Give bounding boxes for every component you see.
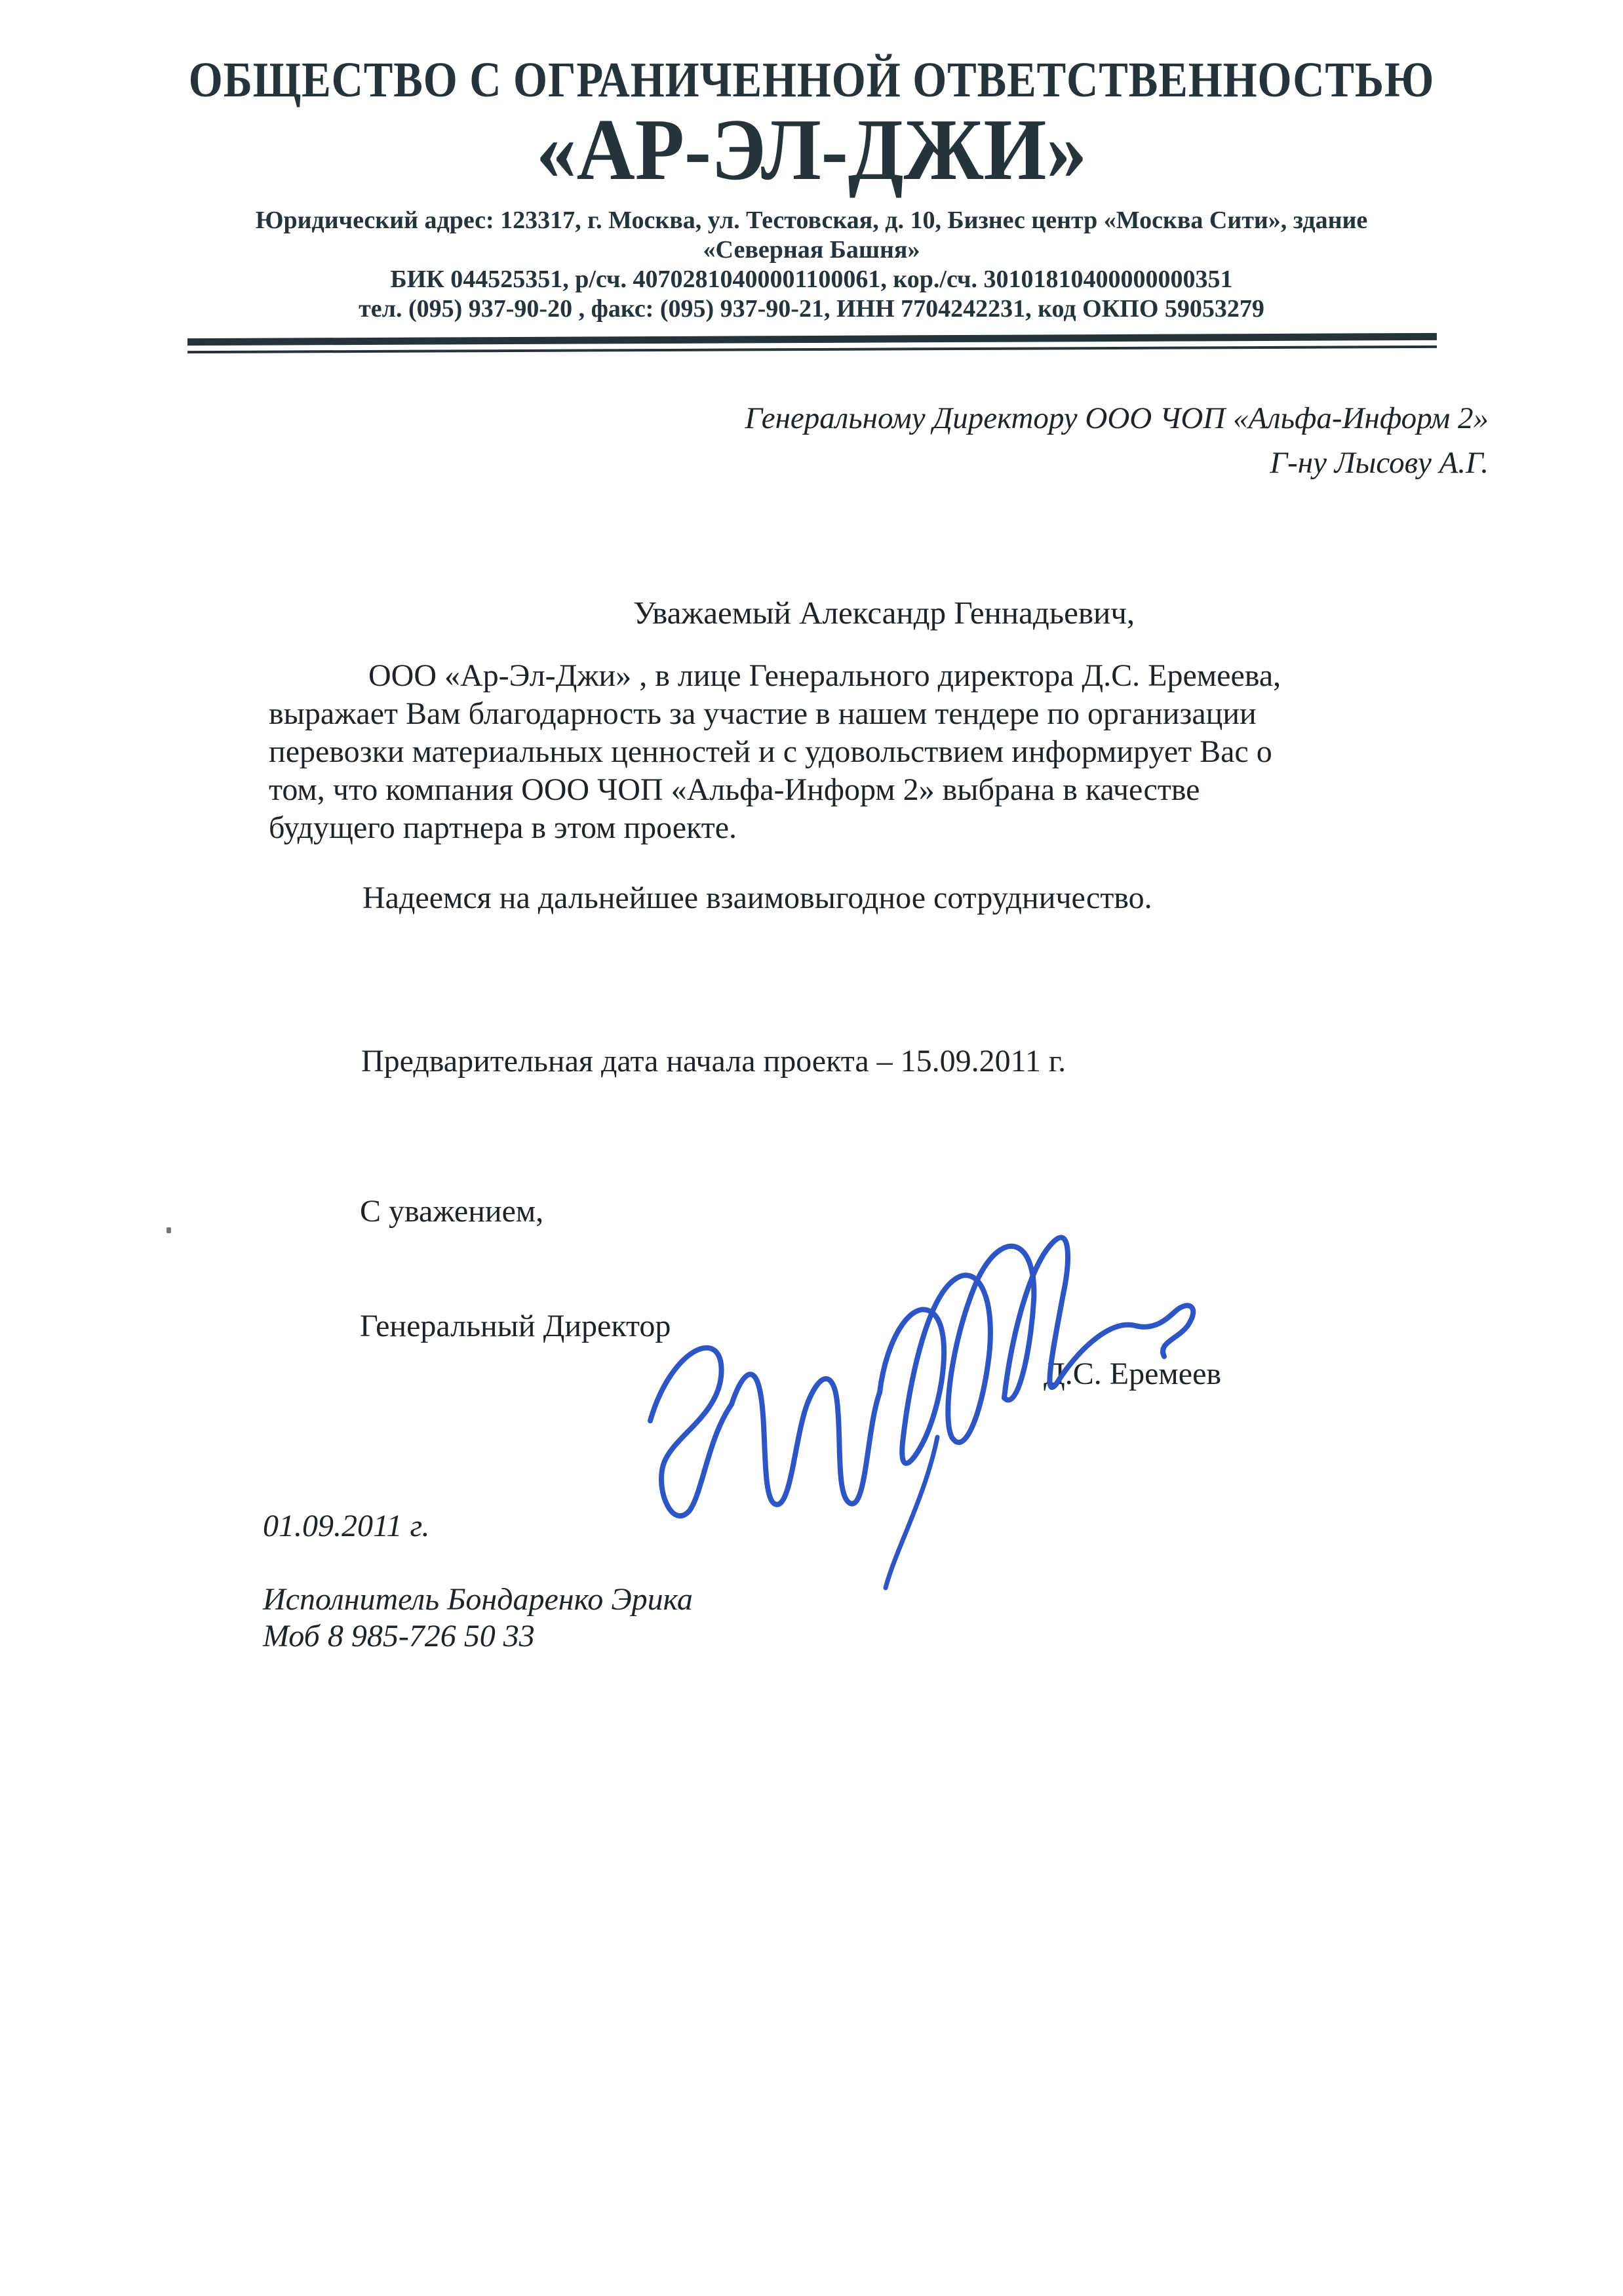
body-paragraph-2: Надеемся на дальнейшее взаимовыгодное сотрудничество. — [362, 881, 1152, 915]
executor-line: Исполнитель Бондаренко Эрика — [263, 1582, 693, 1617]
handwritten-signature-ink — [610, 1221, 1239, 1601]
building-name-line: «Северная Башня» — [703, 236, 920, 264]
paragraph-line: том, что компания ООО ЧОП «Альфа-Информ 2» выбрана в качестве — [269, 772, 1200, 807]
addressee-person: Г-ну Лысову А.Г. — [1270, 446, 1489, 480]
executor-phone: Моб 8 985-726 50 33 — [263, 1619, 535, 1653]
letterhead-divider — [187, 333, 1437, 358]
paragraph-line: перевозки материальных ценностей и с удовольствием информирует Вас о — [269, 734, 1272, 769]
scan-speck — [166, 1227, 171, 1233]
paragraph-line: будущего партнера в этом проекте. — [269, 810, 737, 845]
paragraph-line: ООО «Ар-Эл-Джи» , в лице Генерального директора Д.С. Еремеева, — [368, 658, 1281, 693]
divider-thick-line — [187, 333, 1437, 346]
letter-date: 01.09.2011 г. — [263, 1509, 430, 1543]
letterhead-details — [0, 206, 1623, 324]
org-name-heading: «АР-ЭЛ-ДЖИ» — [536, 101, 1087, 198]
body-paragraph-3: Предварительная дата начала проекта – 15.09.2011 г. — [361, 1044, 1066, 1079]
signer-name: Д.С. Еремеев — [1044, 1356, 1222, 1391]
org-type-heading: ОБЩЕСТВО С ОГРАНИЧЕННОЙ ОТВЕТСТВЕННОСТЬЮ — [188, 52, 1435, 108]
contact-details-line: тел. (095) 937-90-20 , факс: (095) 937-90-21, ИНН 7704242231, код ОКПО 59053279 — [359, 295, 1264, 323]
legal-address-line: Юридический адрес: 123317, г. Москва, ул. Тестовская, д. 10, Бизнес центр «Москва Сити», здание — [255, 207, 1368, 234]
bank-details-line: БИК 044525351, р/сч. 40702810400001100061, кор./сч. 30101810400000000351 — [390, 266, 1233, 293]
body-paragraph-1 — [269, 657, 1281, 847]
addressee-block — [745, 396, 1489, 485]
addressee-position: Генеральному Директору ООО ЧОП «Альфа-Информ 2» — [745, 401, 1489, 435]
paragraph-line: выражает Вам благодарность за участие в нашем тендере по организации — [269, 696, 1257, 731]
divider-thin-line — [187, 346, 1437, 353]
signer-title: Генеральный Директор — [360, 1309, 671, 1343]
salutation: Уважаемый Александр Геннадьевич, — [633, 595, 1135, 631]
closing-phrase: С уважением, — [360, 1194, 544, 1229]
